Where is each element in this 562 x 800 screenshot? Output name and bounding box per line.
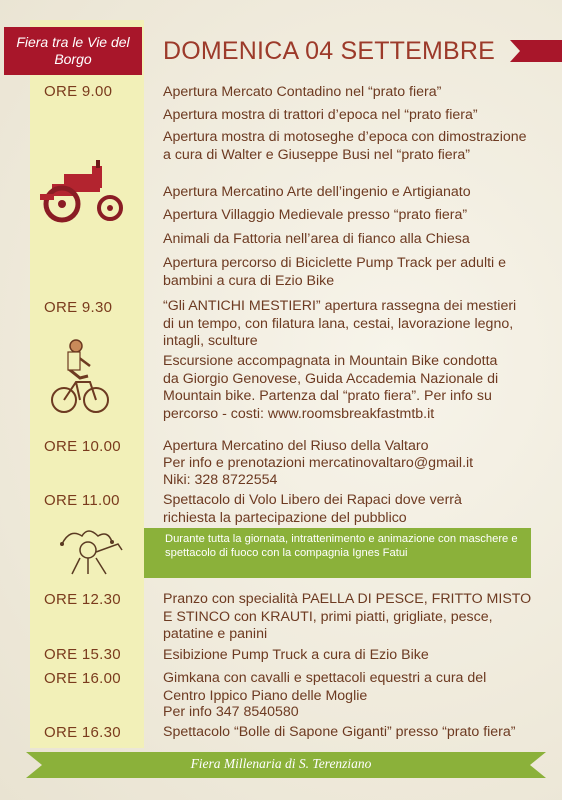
jester-icon	[52, 524, 126, 576]
ribbon-decoration	[510, 40, 562, 62]
event-mostra-motoseghe: Apertura mostra di motoseghe d’epoca con dimostrazione a cura di Walter e Giuseppe Busi nel “prato fiera”	[163, 129, 527, 163]
banner-intrattenimento: Durante tutta la giornata, intrattenimento e animazione con maschere e spettacolo di fuoco con la compagnia Ignes Fatui	[144, 528, 531, 578]
event-mercato-contadino: Apertura Mercato Contadino nel “prato fiera”	[163, 84, 442, 100]
page-title: DOMENICA 04 SETTEMBRE	[163, 37, 496, 65]
time-0930: ORE 9.30	[44, 299, 113, 316]
time-1530: ORE 15.30	[44, 646, 121, 663]
event-pump-track: Apertura percorso di Biciclette Pump Track per adulti e bambini a cura di Ezio Bike	[163, 255, 507, 289]
time-1100: ORE 11.00	[44, 492, 120, 509]
event-esibizione-pump: Esibizione Pump Truck a cura di Ezio Bike	[163, 647, 429, 663]
event-escursione-mtb: Escursione accompagnata in Mountain Bike condotta da Giorgio Genovese, Guida Accademia Nazionale di Mountain bike. Partenza dal “prato fiera”. Per info su percorso - costi: www.roomsbreakfastmtb.it	[163, 353, 499, 422]
footer-text: Fiera Millenaria di S. Terenziano	[190, 756, 372, 771]
event-villaggio-medievale: Apertura Villaggio Medievale presso “prato fiera”	[163, 207, 468, 223]
event-mercatino-arte: Apertura Mercatino Arte dell’ingenio e Artigianato	[163, 184, 471, 200]
event-mercatino-riuso: Apertura Mercatino del Riuso della Valtaro	[163, 438, 429, 454]
event-mostra-trattori: Apertura mostra di trattori d’epoca nel “prato fiera”	[163, 107, 478, 123]
event-riuso-phone: Niki: 328 8722554	[163, 472, 278, 488]
time-0900: ORE 9.00	[44, 83, 113, 100]
event-gimkana: Gimkana con cavalli e spettacoli equestri a cura del Centro Ippico Piano delle Moglie	[163, 670, 487, 704]
event-bolle-sapone: Spettacolo “Bolle di Sapone Giganti” presso “prato fiera”	[163, 724, 516, 740]
event-antichi-mestieri: “Gli ANTICHI MESTIERI” apertura rassegna dei mestieri di un tempo, con filatura lana, cestai, lavorazione legno, intagli, sculture	[163, 298, 517, 349]
time-1000: ORE 10.00	[44, 438, 121, 455]
time-1230: ORE 12.30	[44, 591, 121, 608]
event-volo-rapaci: Spettacolo di Volo Libero dei Rapaci dove verrà richiesta la partecipazione del pubblico	[163, 492, 462, 526]
cyclist-icon	[50, 336, 110, 420]
tractor-icon	[36, 160, 132, 224]
header-tag: Fiera tra le Vie del Borgo	[4, 27, 142, 75]
time-1630: ORE 16.30	[44, 724, 121, 741]
event-pranzo: Pranzo con specialità PAELLA DI PESCE, FRITTO MISTO E STINCO con KRAUTI, primi piatti, grigliate, pesce, patatine e panini	[163, 591, 532, 642]
time-1600: ORE 16.00	[44, 670, 121, 687]
event-gimkana-info: Per info 347 8540580	[163, 704, 299, 720]
event-riuso-info: Per info e prenotazioni mercatinovaltaro@gmail.it	[163, 455, 474, 471]
event-animali-fattoria: Animali da Fattoria nell’area di fianco alla Chiesa	[163, 231, 470, 247]
